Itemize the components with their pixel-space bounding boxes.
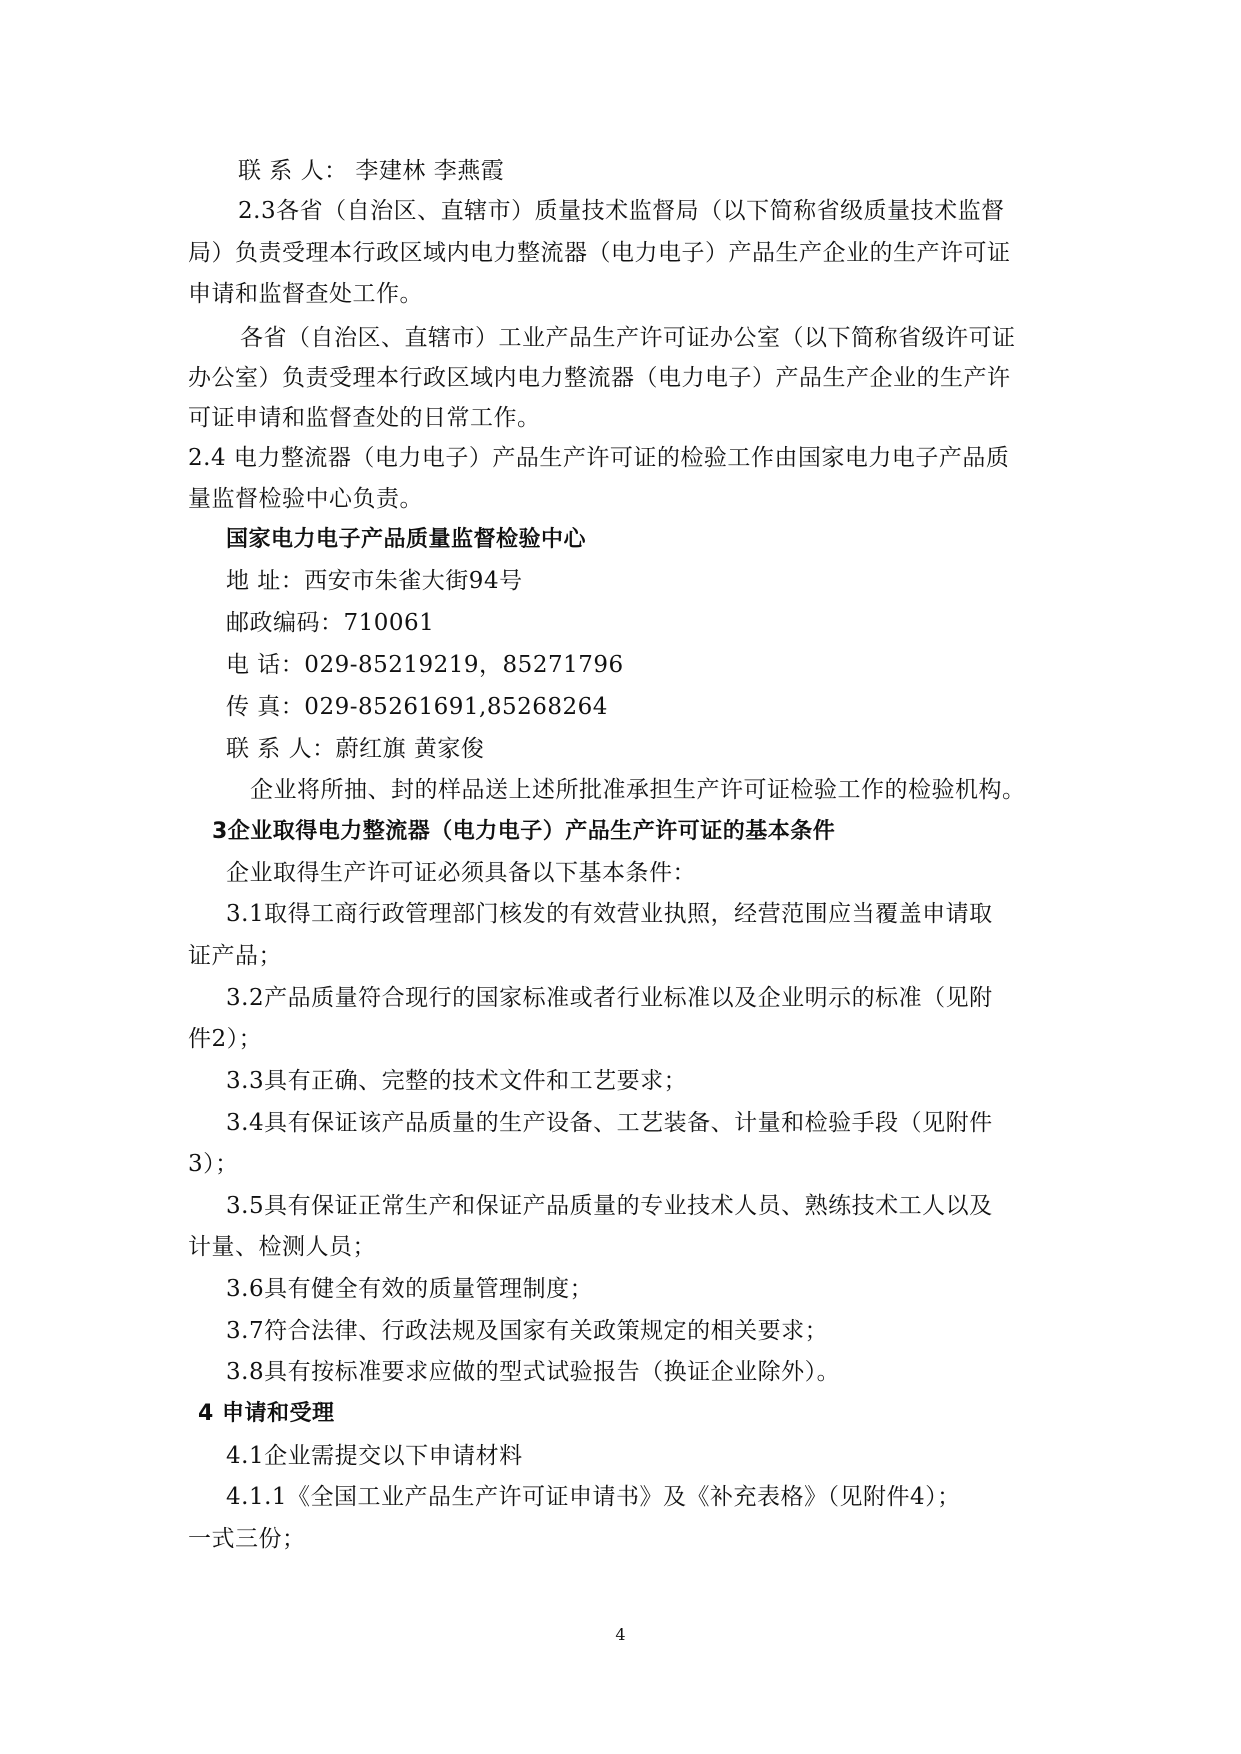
contact-persons-line-2: 联 系 人：蔚红旗 黄家俊 [226,736,485,762]
item-3-4-line-2: 3）； [188,1151,239,1177]
telephone-line: 电 话：029-85219219，85271796 [226,652,624,678]
item-3-4-line-1: 3.4具有保证该产品质量的生产设备、工艺装备、计量和检验手段（见附件 [226,1110,993,1136]
section-4-heading: 4 申请和受理 [198,1401,335,1426]
paragraph-2-4-line-2: 量监督检验中心负责。 [188,486,423,512]
section-3-intro: 企业取得生产许可证必须具备以下基本条件： [226,860,696,886]
contact-persons-line-1: 联 系 人： 李建林 李燕霞 [238,158,505,184]
address-line: 地 址：西安市朱雀大街94号 [226,568,523,594]
item-4-1-1-line-1: 4.1.1《全国工业产品生产许可证申请书》及《补充表格》（见附件4）； [226,1484,961,1510]
item-3-5-line-2: 计量、检测人员； [188,1234,376,1260]
paragraph-2-3-line-2: 局）负责受理本行政区域内电力整流器（电力电子）产品生产企业的生产许可证 [188,240,1011,266]
paragraph-office-line-3: 可证申请和监督查处的日常工作。 [188,405,541,431]
center-name-heading: 国家电力电子产品质量监督检验中心 [226,527,587,552]
item-4-1: 4.1企业需提交以下申请材料 [226,1443,523,1469]
item-3-8: 3.8具有按标准要求应做的型式试验报告（换证企业除外）。 [226,1359,841,1385]
item-3-2-line-2: 件2）； [188,1026,263,1052]
paragraph-2-4-line-1: 2.4 电力整流器（电力电子）产品生产许可证的检验工作由国家电力电子产品质 [188,445,1010,471]
paragraph-office-line-1: 各省（自治区、直辖市）工业产品生产许可证办公室（以下简称省级许可证 [240,325,1016,351]
item-3-6: 3.6具有健全有效的质量管理制度； [226,1276,594,1302]
page-number: 4 [615,1625,626,1644]
paragraph-office-line-2: 办公室）负责受理本行政区域内电力整流器（电力电子）产品生产企业的生产许 [188,365,1011,391]
item-3-7: 3.7符合法律、行政法规及国家有关政策规定的相关要求； [226,1318,829,1344]
paragraph-2-3-line-3: 申请和监督查处工作。 [188,281,423,307]
paragraph-2-3-line-1: 2.3各省（自治区、直辖市）质量技术监督局（以下简称省级质量技术监督 [238,198,1005,224]
item-4-1-1-line-2: 一式三份； [188,1526,306,1552]
fax-line: 传 真：029-85261691,85268264 [226,694,608,720]
item-3-3: 3.3具有正确、完整的技术文件和工艺要求； [226,1068,688,1094]
item-3-1-line-1: 3.1取得工商行政管理部门核发的有效营业执照，经营范围应当覆盖申请取 [226,901,993,927]
sample-delivery-line: 企业将所抽、封的样品送上述所批准承担生产许可证检验工作的检验机构。 [250,777,1026,803]
section-3-heading: 3企业取得电力整流器（电力电子）产品生产许可证的基本条件 [212,819,836,844]
item-3-1-line-2: 证产品； [188,943,282,969]
postal-code-line: 邮政编码：710061 [226,610,435,636]
item-3-5-line-1: 3.5具有保证正常生产和保证产品质量的专业技术人员、熟练技术工人以及 [226,1193,993,1219]
item-3-2-line-1: 3.2产品质量符合现行的国家标准或者行业标准以及企业明示的标准（见附 [226,985,993,1011]
